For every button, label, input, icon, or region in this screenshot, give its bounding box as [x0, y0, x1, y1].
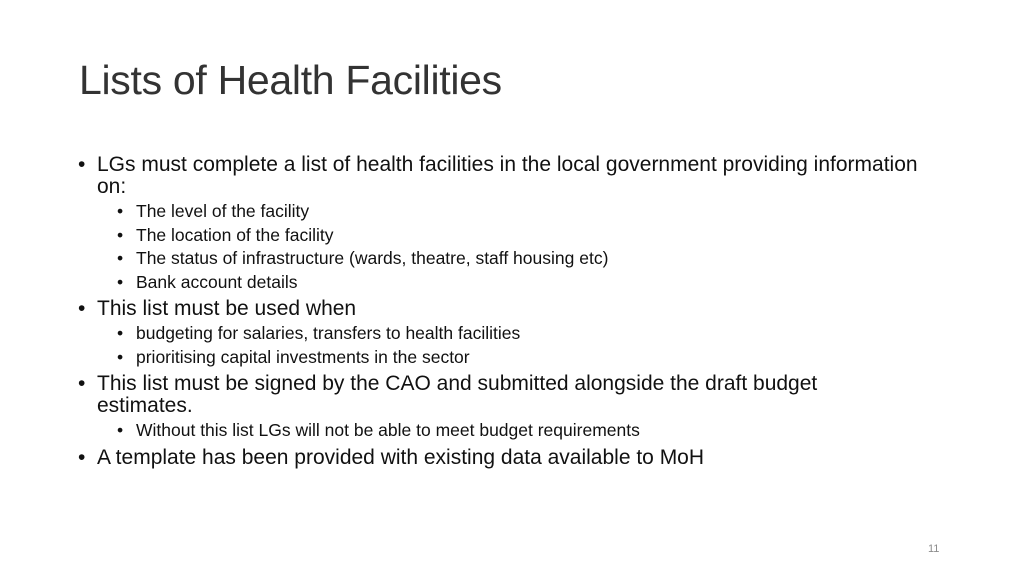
bullet-item [78, 373, 918, 443]
sub-bullet-label: The status of infrastructure (wards, theatre, staff housing etc) [136, 248, 609, 268]
bullet-icon: • [117, 224, 124, 245]
bullet-icon: • [78, 372, 86, 395]
bullet-icon: • [117, 271, 124, 292]
bullet-icon: • [117, 201, 124, 221]
sub-bullet-item [78, 419, 918, 443]
sub-bullet-list [78, 322, 918, 369]
sub-bullet-label: The location of the facility [136, 224, 334, 245]
bullet-text [78, 373, 918, 417]
sub-bullet-item [78, 200, 918, 224]
bullet-icon: • [117, 248, 124, 268]
sub-bullet-list [78, 419, 918, 443]
sub-bullet-item [78, 346, 918, 370]
bullet-label: A template has been provided with existing data available to MoH [97, 445, 705, 469]
bullet-item [78, 298, 918, 369]
bullet-list [78, 154, 918, 469]
bullet-item [78, 154, 918, 294]
sub-bullet-item [78, 224, 918, 248]
sub-bullet-label: prioritising capital investments in the sector [136, 346, 470, 367]
sub-bullet-list [78, 200, 918, 294]
sub-bullet-label: Bank account details [136, 271, 298, 292]
sub-bullet-item [78, 271, 918, 295]
sub-bullet-label: budgeting for salaries, transfers to health facilities [136, 323, 521, 343]
bullet-icon: • [78, 297, 86, 320]
slide-title: Lists of Health Facilities [79, 57, 502, 103]
sub-bullet-item [78, 322, 918, 346]
bullet-item [78, 447, 918, 469]
page-number: 11 [928, 543, 940, 555]
bullet-text [78, 447, 918, 469]
bullet-text [78, 298, 918, 320]
bullet-text [78, 154, 918, 198]
sub-bullet-item [78, 247, 918, 271]
bullet-icon: • [117, 323, 124, 343]
bullet-icon: • [78, 445, 86, 469]
sub-bullet-label: The level of the facility [136, 201, 310, 221]
bullet-label: This list must be used when [97, 297, 357, 320]
bullet-icon: • [78, 153, 86, 176]
sub-bullet-label: Without this list LGs will not be able to meet budget requirements [136, 420, 640, 440]
bullet-label: This list must be signed by the CAO and submitted alongside the draft budget estimates. [97, 372, 818, 417]
bullet-icon: • [117, 420, 124, 440]
bullet-label: LGs must complete a list of health facilities in the local government providing information on: [97, 153, 918, 198]
bullet-icon: • [117, 346, 124, 367]
